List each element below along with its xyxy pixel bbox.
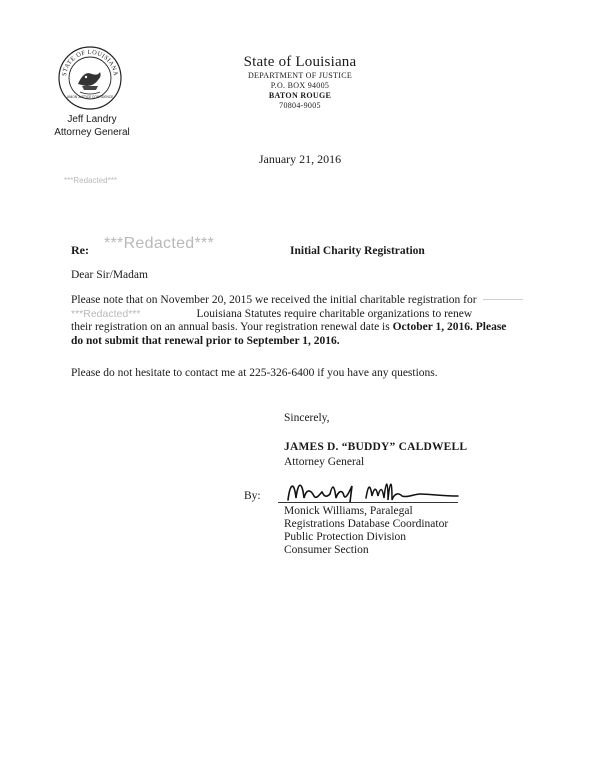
body-paragraph-1 <box>71 294 531 348</box>
letter-date: January 21, 2016 <box>258 152 342 166</box>
renewal-date: October 1, 2016. Please <box>392 321 507 333</box>
by-label: By: <box>244 490 261 502</box>
signer-title: Attorney General <box>284 456 365 468</box>
re-label: Re: <box>71 243 89 257</box>
letterhead-city: BATON ROUGE <box>268 91 332 100</box>
closing: Sincerely, <box>284 412 330 424</box>
signature-section-line: Consumer Section <box>284 544 369 556</box>
signature-division-line: Public Protection Division <box>284 531 407 543</box>
signature-line <box>278 502 458 503</box>
attorney-general-title: Attorney General <box>54 127 130 138</box>
signature-title-line: Registrations Database Coordinator <box>284 518 449 530</box>
para1-line1: Please note that on November 20, 2015 we received the initial charitable registration for <box>71 294 477 306</box>
para1-line4: do not submit that renewal prior to September 1, 2016. <box>71 334 340 347</box>
redaction-mark <box>483 299 523 300</box>
signer-name: JAMES D. “BUDDY” CALDWELL <box>284 441 468 453</box>
signature-name-line: Monick Williams, Paralegal <box>284 505 413 517</box>
letterhead-state: State of Louisiana <box>243 54 357 70</box>
recipient-address-redacted: ***Redacted*** <box>64 176 117 185</box>
attorney-general-name: Jeff Landry <box>67 114 117 125</box>
body-paragraph-2: Please do not hesitate to contact me at 225-326-6400 if you have any questions. <box>71 367 438 379</box>
letterhead-zip: 70804-9005 <box>279 101 321 110</box>
para1-line3: their registration on an annual basis. Your registration renewal date is <box>71 321 393 333</box>
para1-redacted: ***Redacted*** <box>71 307 141 320</box>
para1-line2: Louisiana Statutes require charitable organizations to renew <box>196 307 473 320</box>
salutation: Dear Sir/Madam <box>71 269 148 281</box>
letter-subject: Initial Charity Registration <box>290 245 425 257</box>
letterhead-department: DEPARTMENT OF JUSTICE <box>247 71 353 80</box>
svg-text:UNION JUSTICE CONFIDENCE: UNION JUSTICE CONFIDENCE <box>66 95 114 99</box>
letterhead-po-box: P.O. BOX 94005 <box>270 81 330 90</box>
state-seal-icon <box>58 46 122 110</box>
svg-text:STATE OF LOUISIANA: STATE OF LOUISIANA <box>61 48 119 77</box>
attorney-general-block <box>54 113 130 139</box>
re-redacted: ***Redacted*** <box>104 235 215 252</box>
